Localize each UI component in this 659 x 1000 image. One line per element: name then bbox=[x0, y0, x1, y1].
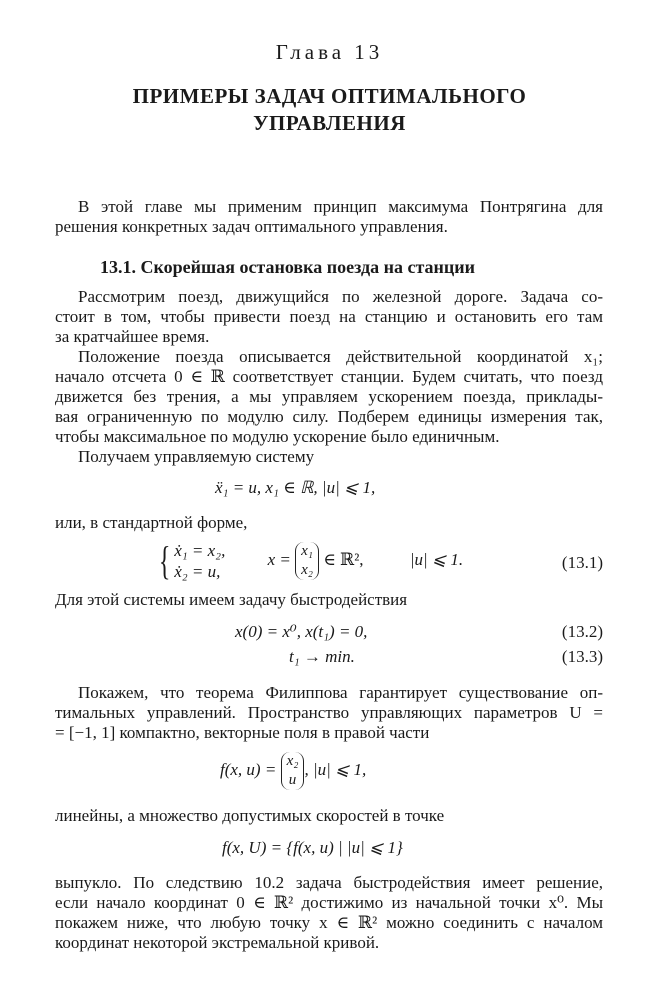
chapter-label: Глава 13 bbox=[275, 40, 384, 64]
equation-f bbox=[220, 752, 366, 790]
equation-fU: f(x, U) = {f(x, u) | |u| ⩽ 1} bbox=[222, 838, 403, 857]
paragraph-line: за кратчайшее время. bbox=[55, 327, 210, 346]
f-rhs: , |u| ⩽ 1, bbox=[304, 759, 367, 779]
equation-number: (13.3) bbox=[561, 647, 603, 666]
paragraph-line: Положение поезда описывается действительной координатой x₁; bbox=[78, 347, 603, 366]
paragraph-line: Рассмотрим поезд, движущийся по железной дороге. Задача со- bbox=[78, 287, 603, 306]
section-heading: 13.1. Скорейшая остановка поезда на станции bbox=[100, 257, 476, 277]
paragraph-line: покажем ниже, что любую точку x ∈ ℝ² можно соединить с началом bbox=[55, 913, 603, 932]
system-row: ẋ₁ = x₂, bbox=[174, 541, 226, 560]
paragraph-line: Покажем, что теорема Филиппова гарантирует существование оп- bbox=[78, 683, 603, 702]
paragraph-line: Для этой системы имеем задачу быстродействия bbox=[55, 590, 408, 609]
column-vector bbox=[281, 752, 305, 790]
paragraph-line: тимальных управлений. Пространство управляющих параметров U = bbox=[55, 703, 603, 722]
paragraph-line: = [−1, 1] компактно, векторные поля в правой части bbox=[55, 723, 430, 742]
paragraph-line: или, в стандартной форме, bbox=[55, 513, 248, 532]
paragraph-line: выпукло. По следствию 10.2 задача быстродействия имеет решение, bbox=[55, 873, 603, 892]
paragraph-line: Получаем управляемую систему bbox=[78, 447, 315, 466]
column-vector bbox=[295, 542, 319, 580]
vector-entry: u bbox=[288, 772, 297, 788]
constraint: |u| ⩽ 1. bbox=[409, 549, 464, 569]
chapter-title-line-1: ПРИМЕРЫ ЗАДАЧ ОПТИМАЛЬНОГО bbox=[132, 84, 527, 108]
vector-entry: x₁ bbox=[301, 543, 313, 559]
f-lhs: f(x, u) = bbox=[220, 759, 277, 779]
equation-13-2: x(0) = x⁰, x(t₁) = 0, bbox=[235, 622, 368, 641]
intro-line: В этой главе мы применим принцип максимума Понтрягина для bbox=[78, 197, 603, 216]
paragraph-line: если начало координат 0 ∈ ℝ² достижимо из начальной точки x⁰. Мы bbox=[55, 893, 603, 912]
intro-line: решения конкретных задач оптимального управления. bbox=[55, 217, 448, 236]
system-row: ẋ₂ = u, bbox=[174, 562, 221, 581]
equation-number: (13.2) bbox=[561, 622, 603, 641]
equation-13-3: t₁ → min. bbox=[289, 647, 355, 666]
equation-system: ẍ₁ = u, x₁ ∈ ℝ, |u| ⩽ 1, bbox=[215, 478, 376, 497]
paragraph-line: стоит в том, чтобы привести поезд на станцию и остановить его там bbox=[55, 307, 603, 326]
equation-13-1 bbox=[155, 540, 463, 582]
paragraph-line: начало отсчета 0 ∈ ℝ соответствует станции. Будем считать, что поезд bbox=[55, 367, 603, 386]
equation-number: (13.1) bbox=[561, 553, 603, 572]
vector-entry: x₂ bbox=[286, 753, 299, 769]
vector-entry: x₂ bbox=[301, 562, 313, 578]
paragraph-line: движется без трения, а мы управляем ускорением поезда, приклады- bbox=[55, 387, 603, 406]
paragraph-line: координат некоторой экстремальной кривой. bbox=[55, 933, 380, 952]
set-membership: ∈ ℝ², bbox=[323, 549, 364, 569]
system-rows bbox=[174, 540, 225, 582]
paragraph-line: линейны, а множество допустимых скоростей в точке bbox=[55, 806, 445, 825]
left-brace: { bbox=[158, 538, 171, 583]
paragraph-line: чтобы максимальное по модулю ускорение было единичным. bbox=[55, 427, 500, 446]
paragraph-line: вая ограниченную по модулю силу. Подберем единицы измерения так, bbox=[55, 407, 603, 426]
x-label: x = bbox=[267, 549, 291, 569]
chapter-title-line-2: УПРАВЛЕНИЯ bbox=[253, 111, 406, 135]
